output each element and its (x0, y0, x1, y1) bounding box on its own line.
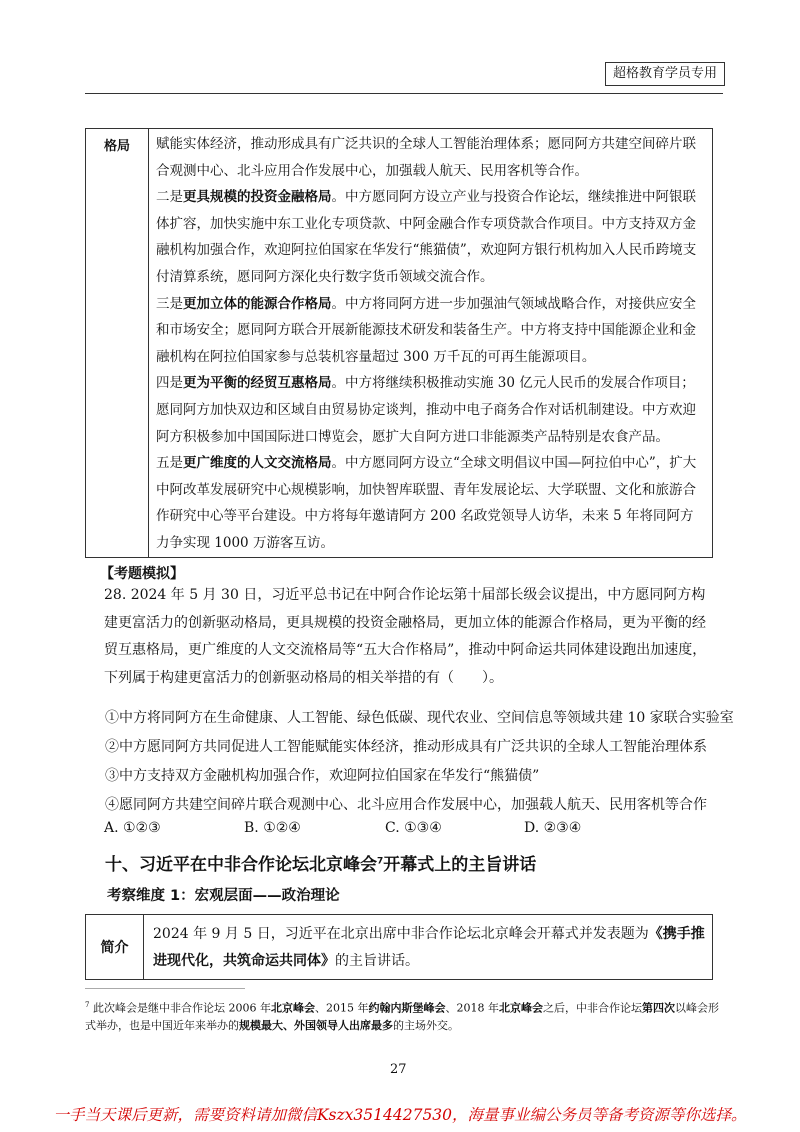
ad-banner: 一手当天课后更新，需要资料请加微信Kszx3514427530，海量事业编公务员等备考资源等你选择。 (53, 1106, 747, 1124)
exam-option: ①中方将同阿方在生命健康、人工智能、绿色低碳、现代农业、空间信息等领域共建 10 家联合实验室 (105, 710, 734, 726)
pattern-intro: 赋能实体经济，推动形成具有广泛共识的全球人工智能治理体系；愿同阿方共建空间碎片联合观测中心、北斗应用合作发展中心，加强载人航天、民用客机等合作。 (156, 136, 696, 179)
answer-choices (104, 820, 704, 840)
exam-option: ③中方支持双方金融机构加强合作，欢迎阿拉伯国家在华发行“熊猫债” (105, 768, 540, 784)
footnote-ref: 7 (377, 856, 384, 867)
exam-option: ④愿同阿方共建空间碎片联合观测中心、北斗应用合作发展中心，加强载人航天、民用客机等合作 (105, 797, 707, 813)
pattern-table (85, 128, 713, 558)
pattern-item: 三是更加立体的能源合作格局。中方将同阿方进一步加强油气领域战略合作，对接供应安全和市场安全；愿同阿方联合开展新能源技术研发和装备生产。中方将支持中国能源企业和金融机构在阿拉伯国家参与总装机容量超过 300 万千瓦的可再生能源项目。 (156, 295, 696, 365)
header-badge: 超格教育学员专用 (605, 62, 725, 86)
intro-table (85, 914, 713, 980)
exam-option: ②中方愿同阿方共同促进人工智能赋能实体经济，推动形成具有广泛共识的全球人工智能治理体系 (105, 739, 707, 755)
pattern-item: 二是更具规模的投资金融格局。中方愿同阿方设立产业与投资合作论坛，继续推进中阿银联体扩容，加快实施中东工业化专项贷款、中阿金融合作专项贷款合作项目。中方支持双方金融机构加强合作，欢迎阿拉伯国家在华发行“熊猫债”，欢迎阿方银行机构加入人民币跨境支付清算系统，愿同阿方深化央行数字货币领域交流合作。 (156, 189, 697, 285)
exam-question: 28. 2024 年 5 月 30 日，习近平总书记在中阿合作论坛第十届部长级会议提出，中方愿同阿方构建更富活力的创新驱动格局，更具规模的投资金融格局，更加立体的能源合作格局，更为平衡的经贸互惠格局，更广维度的人文交流格局等“五大合作格局”，推动中阿命运共同体建设跑出加速度，下列属于构建更富活力的创新驱动格局的相关举措的有（ ）。 (104, 587, 707, 686)
intro-table-text: 2024 年 9 月 5 日，习近平在北京出席中非合作论坛北京峰会开幕式并发表题为《携手推进现代化，共筑命运共同体》的主旨讲话。 (144, 915, 713, 980)
exam-section-label: 【考题模拟】 (100, 566, 184, 582)
header-rule (85, 93, 723, 94)
footnote-rule (85, 988, 245, 989)
chapter-title: 十、习近平在中非合作论坛北京峰会$^7$开幕式上的主旨讲话 (105, 855, 537, 875)
page-number: 27 (390, 1062, 407, 1077)
answer-choice: A. ①②③ (104, 820, 161, 836)
answer-choice: C. ①③④ (385, 820, 442, 836)
pattern-item: 五是更广维度的人文交流格局。中方愿同阿方设立“全球文明倡议中国—阿拉伯中心”，扩大中阿改革发展研究中心规模影响，加快智库联盟、青年发展论坛、大学联盟、文化和旅游合作研究中心等平台建设。中方将每年邀请阿方 200 名政党领导人访华，未来 5 年将同阿方力争实现 1000 万游客互访。 (156, 455, 697, 551)
pattern-item: 四是更为平衡的经贸互惠格局。中方将继续积极推动实施 30 亿元人民币的发展合作项目；愿同阿方加快双边和区域自由贸易协定谈判，推动中电子商务合作对话机制建设。中方欢迎阿方积极参加中国国际进口博览会，愿扩大自阿方进口非能源类产品特别是农食产品。 (156, 375, 696, 445)
answer-choice: B. ①②④ (244, 820, 301, 836)
footnote: $^7$ 此次峰会是继中非合作论坛 2006 年北京峰会、2015 年约翰内斯堡峰会、2018 年北京峰会之后，中非合作论坛第四次以峰会形式举办，也是中国近年来举办的规模最大、外国领导人出席最多的主场外交。 (85, 1001, 719, 1032)
answer-choice: D. ②③④ (524, 820, 582, 836)
intro-table-label: 简介 (86, 915, 144, 980)
pattern-table-label: 格局 (86, 129, 149, 558)
dimension-heading: 考察维度 1：宏观层面——政治理论 (107, 888, 340, 904)
pattern-table-content (149, 129, 713, 558)
